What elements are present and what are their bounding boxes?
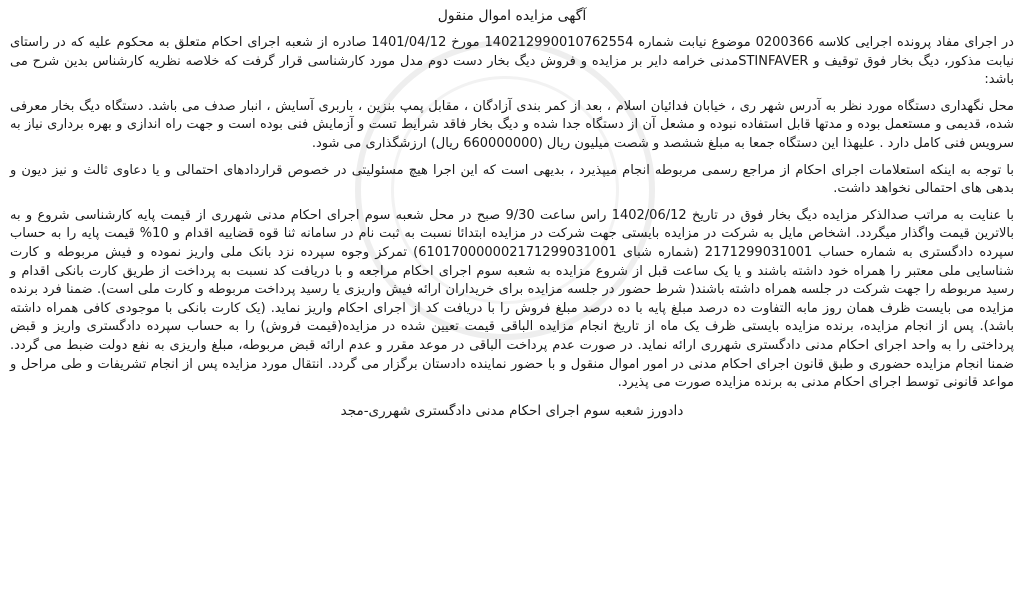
signature-line: دادورز شعبه سوم اجرای احکام مدنی دادگستری شهرری-مجد [340,402,684,419]
auction-terms-paragraph: با عنایت به مراتب صدالذکر مزایده دیگ بخار فوق در تاریخ 1402/06/12 راس ساعت 9/30 صبح در محل شعبه سوم اجرای احکام مدنی شهرری از قیمت پایه کارشناسی شروع و به بالاترین قیمت واگذار میگردد. اشخاص مایل به شرکت در مزایده بایستی جهت شرکت در مزایده ابتدائا نسبت به ثبت نام در سامانه ثنا قوه قضاییه اقدام و 10% قیمت پایه را به حساب سپرده دادگستری به شماره حساب 2171299031001 (شماره شبای 610170000002171299031001) تمرکز وجوه سپرده نزد بانک ملی واریز نموده و فیش مربوطه و کارت شناسایی ملی معتبر را همراه خود داشته باشند و یا یک ساعت قبل از شروع مزایده به شعبه سوم اجرای احکام مراجعه و با دریافت کد نسبت به پرداخت از طریق کارت بانکی اقدام و رسید مربوطه را جهت شرکت در جلسه همراه داشته باشند( شرط حضور در جلسه مزایده برای خریداران ارائه فیش واریزی یا رسید پرداخت مربوطه و کارت ملی است). ضمنا فرد برنده مزایده می بایست ظرف همان روز مابه التفاوت ده درصد مبلغ پایه با ده درصد مبلغ فروش را با دریافت کد از اجرای احکام واریز نماید. (یک کارت بانکی با موجودی کافی همراه داشته باشد). پس از انجام مزایده، برنده مزایده بایستی ظرف یک ماه از تاریخ انجام مزایده الباقی قیمت تعیین شده در مزایده(قیمت فروش) را به حساب سپرده دادگستری واریز و قبض پرداختی را به واحد اجرای احکام مدنی دادگستری شهرری ارائه نماید. در صورت عدم پرداخت الباقی در موعد مقرر و عدم ارائه قبض مربوطه، مبلغ واریزی به نفع دولت ضبط می گردد. ضمنا انجام مزایده حضوری و طبق قانون اجرای احکام مدنی در امور اموال منقول و با حضور نماینده دادستان برگزار می گردد. انتقال مورد مزایده پس از انجام تشریفات و طی مراحل و مواعد قانونی توسط اجرای احکام مدنی به برنده مزایده صورت می پذیرد. [10,207,1015,391]
notice-title: آگهی مزایده اموال منقول [437,8,587,24]
liability-paragraph: با توجه به اینکه استعلامات اجرای احکام از مراجع رسمی مربوطه انجام میپذیرد ، بدیهی است که این اجرا هیچ مسئولیتی در خصوص قراردادهای احتمالی و یا دعاوی ثالث و نیز دیون و بدهی های احتمالی نخواهد داشت. [10,162,1014,197]
expert-opinion-paragraph: محل نگهداری دستگاه مورد نظر به آدرس شهر ری ، خیابان فدائیان اسلام ، بعد از کمر بندی آزادگان ، مقابل پمپ بنزین ، باربری آسایش ، انبار صدف می باشد. دستگاه دیگ بخار معرفی شده، قدیمی و مستعمل بوده و مدتها قابل استفاده نبوده و مشعل آن از دستگاه جدا شده و دیگ بخار فاقد شرایط تست و آزمایش فنی بوده است و جهت راه اندازی و بهره برداری نیاز به سرویس فنی کامل دارد . علیهذا این دستگاه جمعا به مبلغ ششصد و شصت میلیون ریال (660000000 ریال) ارزشگذاری می شود. [10,98,1014,151]
intro-paragraph: در اجرای مفاد پرونده اجرایی کلاسه 0200366 موضوع نیابت شماره 140212990010762554 مورخ 1401/04/12 صادره از شعبه اجرای احکام متعلق به محکوم علیه که در راستای نیابت مذکور، دیگ بخار فوق توقیف و STINFAVERمدنی خرامه دایر بر مزایده و فروش دیگ بخار دست دوم مدل مورد کارشناسی قرار گرفت که خلاصه نظریه کارشناس بدین شرح می باشد: [10,35,1014,88]
